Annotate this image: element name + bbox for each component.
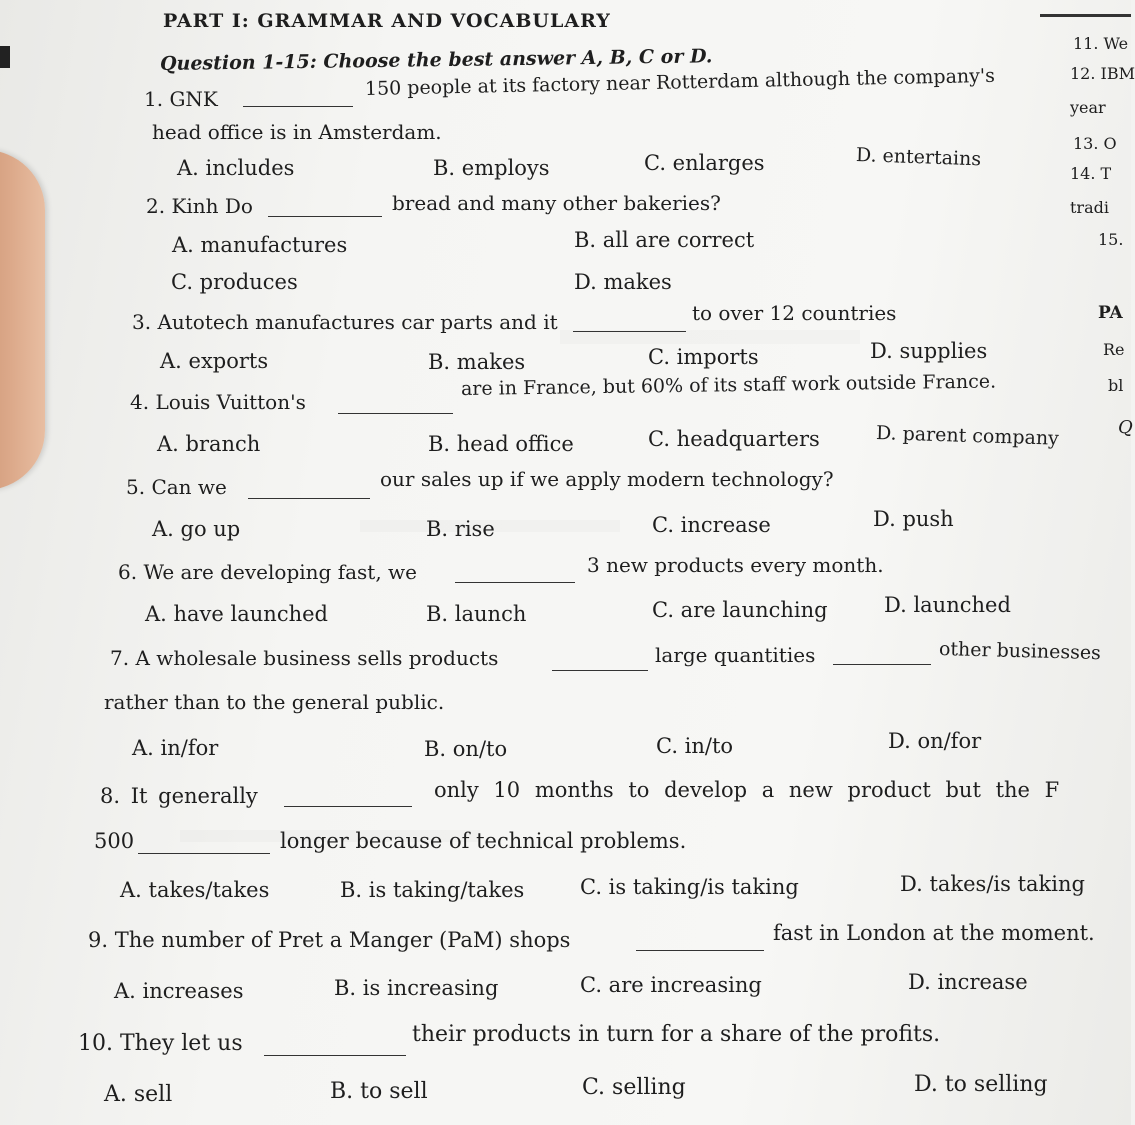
- q10-line2: their products in turn for a share of the profits.: [412, 1022, 941, 1047]
- q8-blank-2: [138, 853, 270, 854]
- q2-option-b[interactable]: B. all are correct: [574, 228, 755, 252]
- q6-option-b[interactable]: B. launch: [426, 602, 527, 626]
- q8-line4: longer because of technical problems.: [280, 829, 687, 853]
- q4-line1: 4. Louis Vuitton's: [130, 390, 306, 414]
- corner-mark: [0, 46, 10, 68]
- q5-option-b[interactable]: B. rise: [426, 517, 495, 541]
- side-pa: PA: [1098, 303, 1123, 323]
- q3-line2: to over 12 countries: [692, 301, 897, 325]
- q7-option-b[interactable]: B. on/to: [424, 737, 508, 761]
- q9-line1: 9. The number of Pret a Manger (PaM) shops: [88, 928, 571, 952]
- q3-option-d[interactable]: D. supplies: [870, 339, 988, 363]
- q2-line1: 2. Kinh Do: [146, 194, 253, 218]
- q1-blank: [243, 106, 353, 107]
- q1-line2: 150 people at its factory near Rotterdam although the company's: [364, 64, 996, 100]
- q8-option-c[interactable]: C. is taking/is taking: [580, 875, 799, 899]
- q1-option-a[interactable]: A. includes: [177, 156, 295, 180]
- q2-line2: bread and many other bakeries?: [392, 191, 721, 215]
- q6-line2: 3 new products every month.: [587, 553, 884, 577]
- q7-line2: large quantities: [655, 643, 816, 667]
- q6-option-c[interactable]: C. are launching: [652, 598, 828, 622]
- q6-option-d[interactable]: D. launched: [884, 593, 1011, 617]
- side-q15: 15.: [1098, 230, 1124, 249]
- q5-line1: 5. Can we: [126, 475, 227, 499]
- q10-line1: 10. They let us: [78, 1031, 243, 1056]
- q2-option-d[interactable]: D. makes: [574, 270, 672, 294]
- q5-blank: [248, 498, 370, 499]
- q9-line2: fast in London at the moment.: [773, 921, 1095, 945]
- q9-blank: [636, 950, 764, 951]
- q1-option-d[interactable]: D. entertains: [855, 144, 982, 171]
- q10-option-d[interactable]: D. to selling: [914, 1072, 1048, 1097]
- q9-option-d[interactable]: D. increase: [908, 970, 1028, 994]
- q3-option-a[interactable]: A. exports: [160, 349, 269, 373]
- q2-blank: [268, 216, 382, 217]
- q6-line1: 6. We are developing fast, we: [118, 560, 417, 584]
- q3-option-c[interactable]: C. imports: [648, 345, 759, 369]
- q10-option-b[interactable]: B. to sell: [330, 1079, 428, 1104]
- q6-blank: [455, 582, 575, 583]
- side-tradi: tradi: [1070, 198, 1109, 217]
- side-re: Re: [1103, 340, 1125, 359]
- q8-option-d[interactable]: D. takes/is taking: [900, 872, 1085, 896]
- q2-option-a[interactable]: A. manufactures: [172, 233, 348, 257]
- q7-option-c[interactable]: C. in/to: [656, 734, 734, 758]
- q7-line1: 7. A wholesale business sells products: [110, 646, 499, 670]
- q7-line4: rather than to the general public.: [104, 690, 445, 714]
- q4-option-d[interactable]: D. parent company: [875, 422, 1060, 450]
- q4-option-b[interactable]: B. head office: [428, 432, 574, 456]
- q3-line1: 3. Autotech manufactures car parts and it: [132, 310, 558, 334]
- side-q14: 14. T: [1070, 164, 1112, 183]
- part-title: PART I: GRAMMAR AND VOCABULARY: [163, 10, 611, 32]
- side-q12: 12. IBM: [1070, 64, 1135, 83]
- q1-line3: head office is in Amsterdam.: [152, 120, 442, 144]
- q7-blank-2: [833, 664, 931, 665]
- q3-option-b[interactable]: B. makes: [428, 350, 526, 374]
- instruction: Question 1-15: Choose the best answer A, B, C or D.: [159, 45, 713, 75]
- side-q13: 13. O: [1073, 134, 1117, 153]
- q7-blank-1: [552, 670, 648, 671]
- q1-option-b[interactable]: B. employs: [433, 156, 550, 180]
- q1-line1: 1. GNK: [144, 87, 218, 111]
- q5-line2: our sales up if we apply modern technology?: [380, 467, 834, 491]
- q9-option-c[interactable]: C. are increasing: [580, 973, 762, 997]
- q6-option-a[interactable]: A. have launched: [145, 602, 328, 626]
- q5-option-a[interactable]: A. go up: [152, 517, 241, 541]
- q9-option-b[interactable]: B. is increasing: [334, 976, 499, 1000]
- q10-option-a[interactable]: A. sell: [104, 1082, 173, 1107]
- q7-line3: other businesses: [938, 638, 1102, 665]
- side-bl: bl: [1108, 376, 1124, 395]
- q5-option-d[interactable]: D. push: [873, 507, 954, 531]
- q8-line3: 500: [94, 829, 135, 853]
- side-q: Q: [1118, 417, 1133, 438]
- q1-option-c[interactable]: C. enlarges: [644, 151, 765, 175]
- q2-option-c[interactable]: C. produces: [171, 270, 298, 294]
- q4-option-a[interactable]: A. branch: [157, 432, 261, 456]
- q4-option-c[interactable]: C. headquarters: [648, 427, 820, 451]
- q4-blank: [338, 413, 453, 414]
- q7-option-d[interactable]: D. on/for: [888, 729, 982, 753]
- q9-option-a[interactable]: A. increases: [114, 979, 244, 1003]
- q5-option-c[interactable]: C. increase: [652, 513, 771, 537]
- finger-edge: [0, 150, 45, 490]
- q8-option-a[interactable]: A. takes/takes: [120, 878, 270, 902]
- q8-option-b[interactable]: B. is taking/takes: [340, 878, 525, 902]
- q8-line1: 8. It generally: [100, 784, 258, 808]
- q10-option-c[interactable]: C. selling: [582, 1075, 686, 1100]
- q8-blank-1: [284, 806, 412, 807]
- q7-option-a[interactable]: A. in/for: [132, 736, 219, 760]
- top-rule: [1040, 14, 1131, 17]
- q8-line2: only 10 months to develop a new product but the F: [434, 778, 1060, 802]
- side-year: year: [1070, 98, 1106, 117]
- side-q11: 11. We: [1073, 34, 1129, 53]
- q4-line2: are in France, but 60% of its staff work outside France.: [460, 370, 997, 400]
- q10-blank: [264, 1055, 406, 1056]
- q3-blank: [573, 331, 686, 332]
